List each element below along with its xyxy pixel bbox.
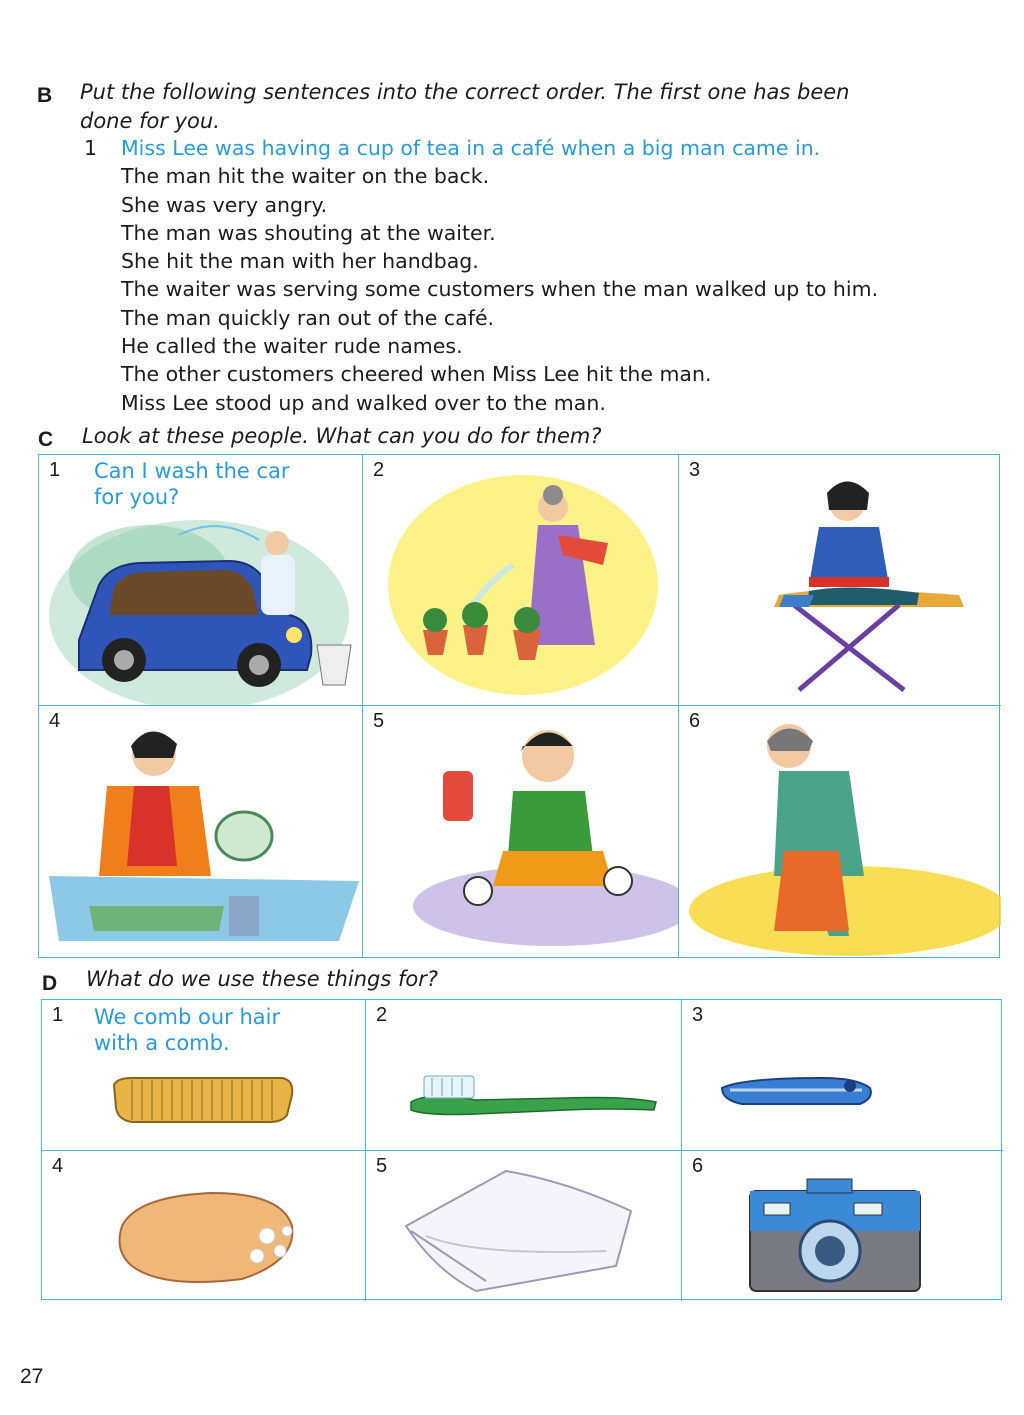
d-cell-5 [366,1151,682,1301]
sentence-item: She hit the man with her handbag. [121,249,479,274]
d-answer-line1: We comb our hair [94,1005,281,1029]
sentence-example: Miss Lee was having a cup of tea in a café when a big man came in. [121,136,821,160]
section-d-letter: D [42,972,58,995]
broken-toy-illustration [363,706,679,957]
heavy-bag-illustration [679,706,1001,957]
c-cell-answer [94,458,290,510]
section-b-instruction-line2: done for you. [80,109,220,133]
d-cell-2 [366,1000,682,1151]
sentence-item: Miss Lee stood up and walked over to the man. [121,390,606,415]
section-b-sentence-list [121,134,878,417]
sentence-item: She was very angry. [121,192,328,217]
watering-plants-illustration [363,455,679,706]
page-number: 27 [20,1365,44,1388]
washing-dishes-illustration [39,706,363,957]
section-b-letter: B [37,84,53,107]
c-answer-line1: Can I wash the car [94,459,290,483]
c-cell-2 [363,455,679,706]
sentence-item: The man quickly ran out of the café. [121,305,495,330]
section-c-grid [38,454,1000,958]
c-cell-number: 5 [373,710,385,732]
section-b-instruction-line1: Put the following sentences into the correct order. The first one has been [80,80,850,104]
soap-illustration [42,1151,366,1301]
towel-illustration [366,1151,682,1301]
section-c-letter: C [38,428,54,451]
camera-illustration [682,1151,1003,1301]
toothbrush-illustration [366,1000,682,1151]
d-answer-line2: with a comb. [94,1031,230,1055]
section-b-first-number: 1 [84,136,98,160]
d-cell-1 [42,1000,366,1151]
c-cell-5 [363,706,679,957]
section-d-grid [41,999,1002,1300]
section-d-instruction: What do we use these things for? [86,967,438,991]
sentence-item: The waiter was serving some customers when the man walked up to him. [121,277,879,302]
d-cell-number: 6 [692,1155,704,1177]
c-cell-number: 6 [689,710,701,732]
d-cell-number: 2 [376,1004,388,1026]
c-cell-3 [679,455,1001,706]
c-cell-4 [39,706,363,957]
c-answer-line2: for you? [94,485,180,509]
sentence-item: The man was shouting at the waiter. [121,220,496,245]
d-cell-number: 1 [52,1004,64,1026]
c-cell-1 [39,455,363,706]
d-cell-4 [42,1151,366,1301]
d-cell-number: 3 [692,1004,704,1026]
nail-clipper-illustration [682,1000,1003,1151]
section-c-instruction: Look at these people. What can you do for them? [82,424,602,448]
sentence-item: He called the waiter rude names. [121,334,463,359]
d-cell-number: 5 [376,1155,388,1177]
d-cell-number: 4 [52,1155,64,1177]
sentence-item: The other customers cheered when Miss Lee hit the man. [121,362,712,387]
c-cell-number: 4 [49,710,61,732]
c-cell-number: 1 [49,459,61,481]
c-cell-6 [679,706,1001,957]
d-cell-3 [682,1000,1003,1151]
section-b-instruction [80,78,850,136]
sentence-item: The man hit the waiter on the back. [121,164,490,189]
c-cell-number: 3 [689,459,701,481]
ironing-illustration [679,455,1001,706]
d-cell-6 [682,1151,1003,1301]
c-cell-number: 2 [373,459,385,481]
d-cell-answer [94,1004,280,1056]
